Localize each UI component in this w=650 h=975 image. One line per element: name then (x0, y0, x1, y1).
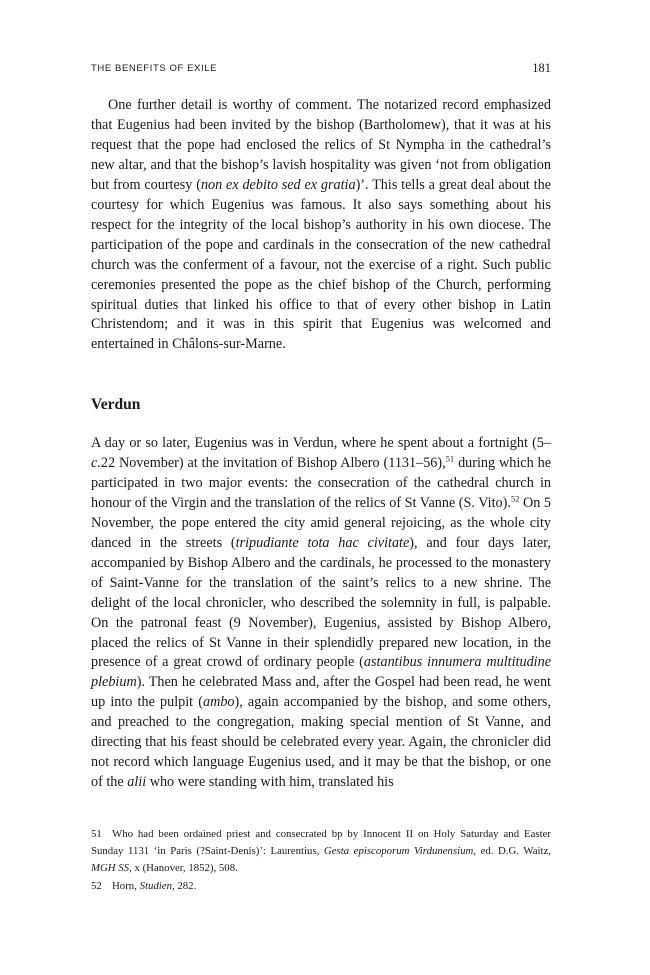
footnote-number: 52 (91, 879, 102, 892)
paragraph-chalons-conclusion: One further detail is worthy of comment. The notarized record emphasized that Eugenius had been invited by the bishop (Bartholomew), that it was at his request that the pope had enclosed the relics of St Nympha in the cathedral’s new altar, and that the bishop’s lavish hospitality was given ‘not from obligation but from courtesy (non ex debito sed ex gratia)’. This tells a great deal about the courtesy for which Eugenius was famous. It also says something about his respect for the integrity of the local bishop’s authority in his own diocese. The participation of the pope and cardinals in the consecration of the new cathedral church was the conferment of a favour, not the exercise of a right. Such public ceremonies presented the pope as the chief bishop of the Church, performing spiritual duties that linked his office to that of every other bishop in Latin Christendom; and it was in this spirit that Eugenius was welcomed and entertained in Châlons-sur-Marne. (91, 97, 552, 353)
latin-phrase: astantibus innumera multitudine plebium (91, 654, 551, 691)
footnotes (91, 826, 551, 895)
latin-word: ambo (202, 694, 235, 711)
paragraph-verdun: A day or so later, Eugenius was in Verdun, where he spent about a fortnight (5–c.22 November) at the invitation of Bishop Albero (1131–56),$^{51}$ during which he participated in two major events: the consecration of the cathedral church in honour of the Virgin and the translation of the relics of St Vanne (S. Vito).$^{52}$ On 5 November, the pope entered the city amid general rejoicing, as the whole city danced in the streets (tripudiante tota hac civitate), and four days later, accompanied by Bishop Albero and the cardinals, he processed to the monastery of Saint-Vanne for the translation of the saint’s relics to a new shrine. The delight of the local chronicler, who described the solemnity in full, is palpable. On the patronal feast (9 November), Eugenius, assisted by Bishop Albero, placed the relics of St Vanne in their splendidly prepared new location, in the presence of a great crowd of ordinary people (astantibus innumera multitudine plebium). Then he celebrated Mass and, after the Gospel had been read, he went up into the pulpit (ambo), again accompanied by the bishop, and some others, and preached to the congregation, making special mention of St Vanne, and directing that his feast should be celebrated every year. Again, the chronicler did not record which language Eugenius used, and it may be that the bishop, or one of the alii who were standing with him, translated his (91, 435, 552, 791)
running-head-title: THE BENEFITS OF EXILE (91, 63, 218, 74)
page-number: 181 (532, 61, 551, 75)
latin-word: alii (127, 774, 147, 791)
footnote-ref-51[interactable]: 51 (445, 453, 455, 464)
footnote-ref-52[interactable]: 52 (510, 493, 520, 504)
latin-phrase: tripudiante tota hac civitate (235, 534, 410, 551)
footnote-52: 52 Horn, Studien, 282. (91, 878, 551, 895)
latin-phrase: non ex debito sed ex gratia (200, 176, 356, 193)
running-head (91, 61, 551, 77)
section-heading-verdun: Verdun (91, 396, 141, 413)
footnote-51: 51 Who had been ordained priest and consecrated bp by Innocent II on Holy Saturday and Easter Sunday 1131 ‘in Paris (?Saint-Denis)’: Laurentius, Gesta episcoporum Virdunensium, ed. D.G. Waitz, MGH SS, x (Hanover, 1852), 508. (91, 828, 552, 875)
footnote-number: 51 (91, 828, 102, 840)
